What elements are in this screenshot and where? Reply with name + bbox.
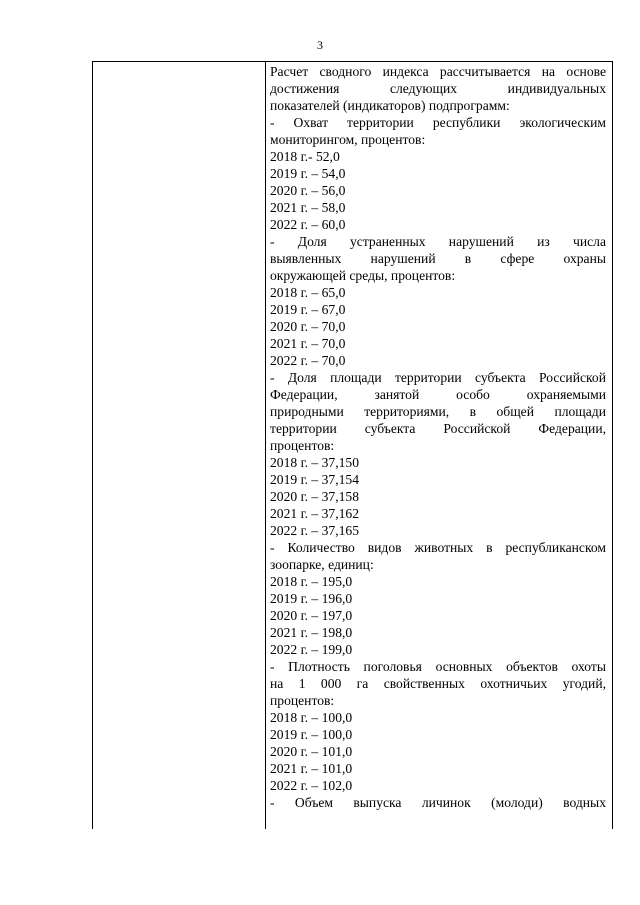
text-line: 2021 г. – 70,0 <box>270 336 346 351</box>
text-line: 2022 г. – 60,0 <box>270 217 346 232</box>
text-line: 2021 г. – 198,0 <box>270 625 353 640</box>
text-line: 2018 г. – 100,0 <box>270 710 353 725</box>
text-line: на 1 000 га свойственных охотничьих угодий, <box>270 676 606 691</box>
text-line: 2019 г. – 37,154 <box>270 472 360 487</box>
text-line: 2019 г. – 196,0 <box>270 591 353 606</box>
text-line: 2022 г. – 70,0 <box>270 353 346 368</box>
text-line: окружающей среды, процентов: <box>270 268 456 283</box>
text-line: территории субъекта Российской Федерации, <box>270 421 606 436</box>
text-line: 2022 г. – 37,165 <box>270 523 360 538</box>
text-line: 2020 г. – 70,0 <box>270 319 346 334</box>
text-line: 2022 г. – 199,0 <box>270 642 353 657</box>
text-line: - Охват территории республики экологическим <box>270 115 606 130</box>
text-line: 2022 г. – 102,0 <box>270 778 353 793</box>
text-line: процентов: <box>270 693 335 708</box>
text-line: показателей (индикаторов) подпрограмм: <box>270 98 510 113</box>
text-line: - Доля устраненных нарушений из числа <box>270 234 606 249</box>
text-line: выявленных нарушений в сфере охраны <box>270 251 606 266</box>
text-line: Расчет сводного индекса рассчитывается на основе <box>270 64 606 79</box>
text-line: - Объем выпуска личинок (молоди) водных <box>270 795 606 810</box>
text-line: - Плотность поголовья основных объектов охоты <box>270 659 606 674</box>
text-line: 2020 г. – 37,158 <box>270 489 360 504</box>
text-line: 2018 г. – 65,0 <box>270 285 346 300</box>
text-line: 2020 г. – 197,0 <box>270 608 353 623</box>
text-line: - Количество видов животных в республиканском <box>270 540 606 555</box>
text-line: достижения следующих индивидуальных <box>270 81 606 96</box>
text-line: Федерации, занятой особо охраняемыми <box>270 387 606 402</box>
text-line: 2019 г. – 100,0 <box>270 727 353 742</box>
text-line: 2018 г. – 37,150 <box>270 455 360 470</box>
text-line: зоопарке, единиц: <box>270 557 374 572</box>
text-line: мониторингом, процентов: <box>270 132 426 147</box>
text-line: 2018 г. – 195,0 <box>270 574 353 589</box>
text-line: 2021 г. – 58,0 <box>270 200 346 215</box>
table-right-cell <box>266 62 612 829</box>
text-line: 2020 г. – 56,0 <box>270 183 346 198</box>
text-line: 2021 г. – 37,162 <box>270 506 360 521</box>
page-number: 3 <box>317 38 323 52</box>
text-line: 2020 г. – 101,0 <box>270 744 353 759</box>
text-line: 2019 г. – 54,0 <box>270 166 346 181</box>
text-line: - Доля площади территории субъекта Российской <box>270 370 606 385</box>
text-line: природными территориями, в общей площади <box>270 404 606 419</box>
table-left-cell <box>93 62 266 829</box>
text-line: 2018 г.- 52,0 <box>270 149 340 164</box>
program-passport-table <box>92 61 613 829</box>
text-line: 2021 г. – 101,0 <box>270 761 353 776</box>
text-line: 2019 г. – 67,0 <box>270 302 346 317</box>
text-line: процентов: <box>270 438 335 453</box>
